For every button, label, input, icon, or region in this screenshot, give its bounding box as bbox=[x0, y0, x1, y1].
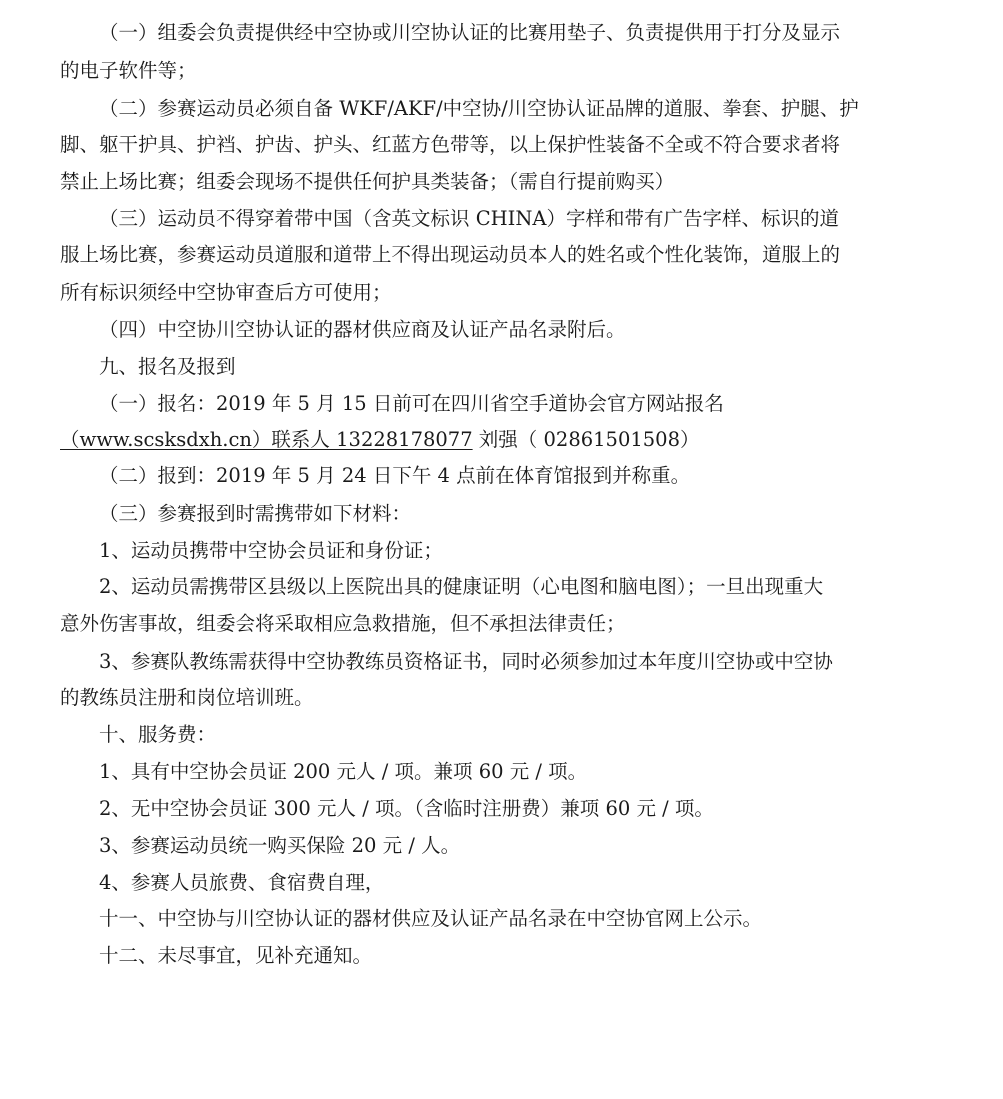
paragraph-line: （一）报名：2019 年 5 月 15 日前可在四川省空手道协会官方网站报名 bbox=[99, 392, 724, 415]
section-heading: 十一、中空协与川空协认证的器材供应及认证产品名录在中空协官网上公示。 bbox=[99, 907, 763, 930]
paragraph-line: 意外伤害事故，组委会将采取相应急救措施，但不承担法律责任； bbox=[60, 612, 626, 635]
paragraph-line: （二）报到：2019 年 5 月 24 日下午 4 点前在体育馆报到并称重。 bbox=[99, 464, 691, 487]
contact-info: 刘强（ 02861501508） bbox=[472, 428, 700, 451]
paragraph-line: 禁止上场比赛；组委会现场不提供任何护具类装备；（需自行提前购买） bbox=[60, 170, 675, 193]
section-heading: 九、报名及报到 bbox=[99, 355, 236, 378]
paragraph-line: 脚、躯干护具、护裆、护齿、护头、红蓝方色带等，以上保护性装备不全或不符合要求者将 bbox=[60, 133, 841, 156]
list-item: 1、运动员携带中空协会员证和身份证； bbox=[99, 539, 443, 562]
section-heading: 十二、未尽事宜，见补充通知。 bbox=[99, 944, 373, 967]
list-item: 1、具有中空协会员证 200 元人 / 项。兼项 60 元 / 项。 bbox=[99, 760, 588, 783]
paragraph-line: 的教练员注册和岗位培训班。 bbox=[60, 686, 314, 709]
paragraph-line: （四）中空协川空协认证的器材供应商及认证产品名录附后。 bbox=[99, 318, 626, 341]
paragraph-line: （一）组委会负责提供经中空协或川空协认证的比赛用垫子、负责提供用于打分及显示 bbox=[99, 21, 841, 44]
list-item: 4、参赛人员旅费、食宿费自理， bbox=[99, 871, 385, 894]
paragraph-line: （三）运动员不得穿着带中国（含英文标识 CHINA）字样和带有广告字样、标识的道 bbox=[99, 207, 839, 230]
paragraph-line: 所有标识须经中空协审查后方可使用； bbox=[60, 281, 392, 304]
list-item: 3、参赛运动员统一购买保险 20 元 / 人。 bbox=[99, 834, 461, 857]
paragraph-line: （三）参赛报到时需携带如下材料： bbox=[99, 502, 412, 525]
paragraph-line: 服上场比赛，参赛运动员道服和道带上不得出现运动员本人的姓名或个性化装饰，道服上的 bbox=[60, 243, 841, 266]
section-heading: 十、服务费： bbox=[99, 723, 217, 746]
paragraph-line: （二）参赛运动员必须自备 WKF/AKF/中空协/川空协认证品牌的道服、拳套、护腿、护 bbox=[99, 97, 859, 120]
website-link[interactable]: （www.scsksdxh.cn）联系人 13228178077 bbox=[60, 428, 473, 451]
registration-contact-line bbox=[60, 426, 699, 454]
list-item: 3、参赛队教练需获得中空协教练员资格证书，同时必须参加过本年度川空协或中空协 bbox=[99, 650, 833, 673]
list-item: 2、无中空协会员证 300 元人 / 项。（含临时注册费）兼项 60 元 / 项。 bbox=[99, 797, 714, 820]
paragraph-line: 的电子软件等； bbox=[60, 59, 197, 82]
list-item: 2、运动员需携带区县级以上医院出具的健康证明（心电图和脑电图）；一旦出现重大 bbox=[99, 575, 824, 598]
